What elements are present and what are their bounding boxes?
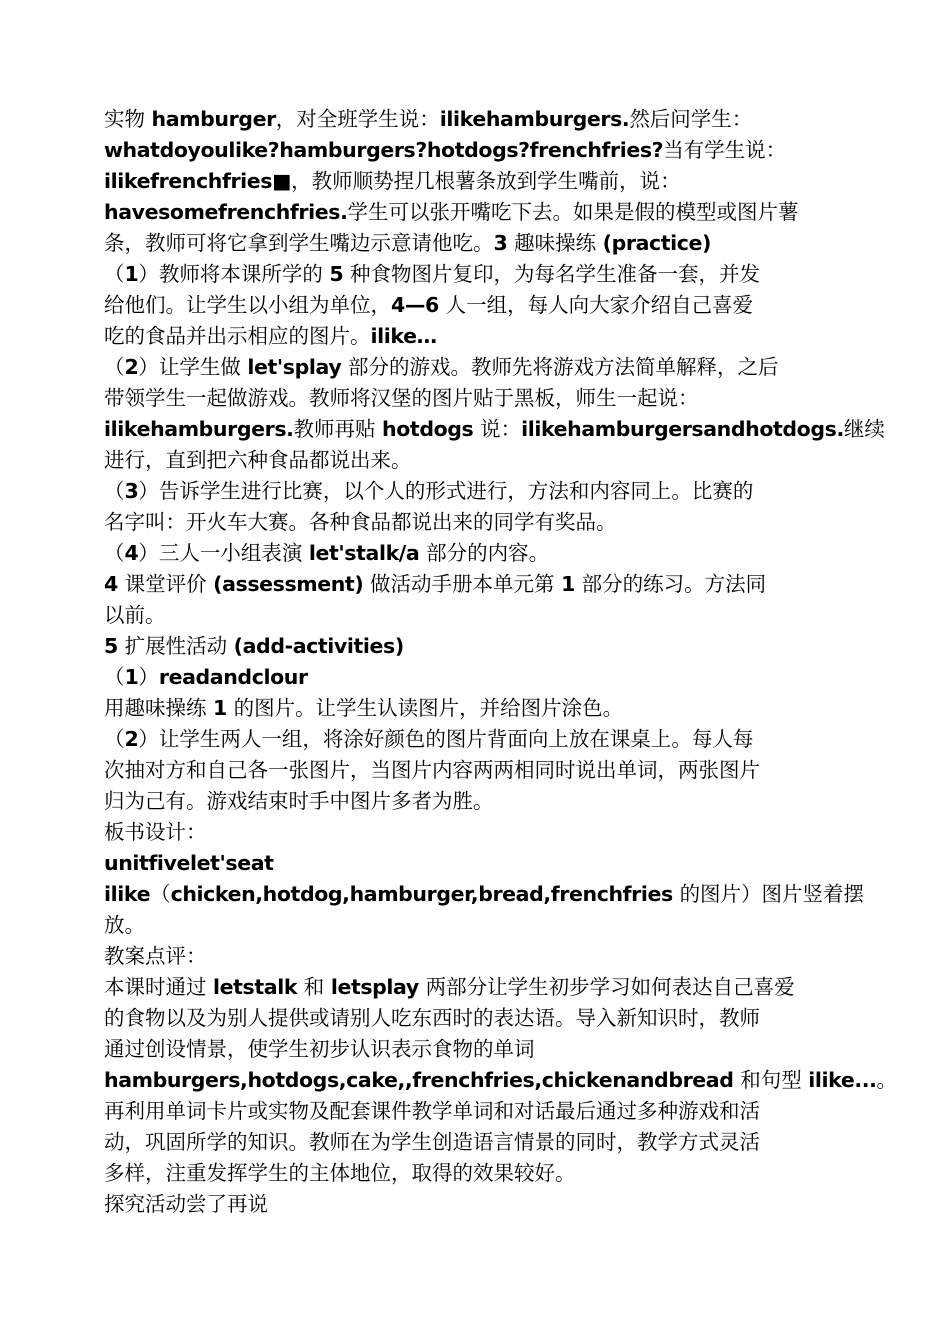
text-run: 板书设计： xyxy=(104,820,207,844)
text-line xyxy=(104,817,854,848)
bold-text-run: 2 xyxy=(124,355,139,379)
text-line xyxy=(104,197,854,228)
text-line xyxy=(104,1034,854,1065)
text-line xyxy=(104,879,865,910)
text-run: 的图片。让学生认读图片，并给图片涂色。 xyxy=(233,696,624,720)
text-run: 部分的游戏。教师先将游戏方法简单解释，之后 xyxy=(348,355,779,379)
bold-text-run: ilike… xyxy=(370,324,437,348)
bold-text-run: hotdogs xyxy=(382,417,481,441)
text-run: 当有学生说： xyxy=(663,138,787,162)
text-run: ）三人一小组表演 xyxy=(138,541,309,565)
text-line xyxy=(104,507,854,538)
text-line xyxy=(104,631,854,662)
text-run: 进行，直到把六种食品都说出来。 xyxy=(104,448,412,472)
text-run: ）让学生两人一组，将涂好颜色的图片背面向上放在课桌上。每人每 xyxy=(138,727,754,751)
text-line xyxy=(104,445,854,476)
bold-text-run: letsplay xyxy=(330,975,426,999)
text-run: 名字叫：开火车大赛。各种食品都说出来的同学有奖品。 xyxy=(104,510,617,534)
text-line xyxy=(104,290,854,321)
text-line xyxy=(104,600,854,631)
text-run: 给他们。让学生以小组为单位， xyxy=(104,293,391,317)
bold-text-run: whatdoyoulike?hamburgers?hotdogs?frenchfries? xyxy=(104,138,664,162)
text-line xyxy=(104,166,854,197)
bold-text-run: 5 xyxy=(329,262,351,286)
text-line xyxy=(104,755,854,786)
bold-text-run: 4—6 xyxy=(391,293,446,317)
bold-text-run: ilike xyxy=(104,882,151,906)
bold-text-run: 1 xyxy=(213,696,234,720)
text-run: 条，教师可将它拿到学生嘴边示意请他吃。 xyxy=(104,231,494,255)
text-run: 用趣味操练 xyxy=(104,696,214,720)
bold-text-run: hamburgers,hotdogs,cake,,frenchfries,chickenandbread xyxy=(104,1068,741,1092)
text-run: 教案点评： xyxy=(104,944,207,968)
text-line xyxy=(104,972,854,1003)
text-run: 人一组，每人向大家介绍自己喜爱 xyxy=(445,293,754,317)
bold-text-run: (practice) xyxy=(602,231,712,255)
text-line xyxy=(104,910,854,941)
text-run: 动，巩固所学的知识。教师在为学生创造语言情景的同时，教学方式灵活 xyxy=(104,1130,760,1154)
bold-text-run: ilikehamburgers. xyxy=(439,107,630,131)
text-line xyxy=(104,228,854,259)
text-run: ，教师顺势捏几根薯条放到学生嘴前，说： xyxy=(291,169,681,193)
text-line xyxy=(104,1127,854,1158)
text-line xyxy=(104,724,854,755)
text-run: ，对全班学生说： xyxy=(275,107,440,131)
bold-text-run: 1 xyxy=(124,665,139,689)
text-line xyxy=(104,538,854,569)
text-run: 以前。 xyxy=(104,603,166,627)
bold-text-run: letstalk xyxy=(213,975,304,999)
text-line xyxy=(104,352,854,383)
text-run: 带领学生一起做游戏。教师将汉堡的图片贴于黑板，师生一起说： xyxy=(104,386,699,410)
text-line xyxy=(104,383,854,414)
bold-text-run: 5 xyxy=(104,634,125,658)
bold-text-run: 4 xyxy=(124,541,139,565)
text-line xyxy=(104,1003,854,1034)
text-run: 趣味操练 xyxy=(514,231,603,255)
bold-text-run: 2 xyxy=(124,727,139,751)
text-run: 教师再贴 xyxy=(293,417,383,441)
text-line xyxy=(104,321,854,352)
bold-text-run: let'splay xyxy=(247,355,349,379)
bold-text-run: 1 xyxy=(124,262,139,286)
document-body xyxy=(104,104,898,1220)
text-line xyxy=(104,1065,898,1096)
text-run: 多样，注重发挥学生的主体地位，取得的效果较好。 xyxy=(104,1161,576,1185)
text-run: 扩展性活动 xyxy=(124,634,234,658)
text-run: ）教师将本课所学的 xyxy=(138,262,330,286)
text-line xyxy=(104,414,885,445)
text-run: 做活动手册本单元第 xyxy=(370,572,562,596)
text-run: 和 xyxy=(303,975,331,999)
text-line xyxy=(104,848,854,879)
bold-text-run: readandclour xyxy=(158,665,308,689)
bold-text-run: chicken,hotdog,hamburger,bread,frenchfries xyxy=(170,882,680,906)
text-line xyxy=(104,569,854,600)
text-run: 和句型 xyxy=(740,1068,809,1092)
bold-text-run: (add-activities) xyxy=(233,634,404,658)
text-run: 说： xyxy=(480,417,522,441)
text-line xyxy=(104,259,854,290)
text-line xyxy=(104,1158,854,1189)
text-run: 部分的练习。方法同 xyxy=(581,572,767,596)
text-run: 的图片）图片竖着摆 xyxy=(679,882,865,906)
text-line xyxy=(104,104,854,135)
text-line xyxy=(104,1189,854,1220)
text-run: 继续 xyxy=(843,417,885,441)
text-line xyxy=(104,1096,854,1127)
text-run: 吃的食品并出示相应的图片。 xyxy=(104,324,371,348)
text-run: 的食物以及为别人提供或请别人吃东西时的表达语。导入新知识时，教师 xyxy=(104,1006,760,1030)
text-run: ） xyxy=(138,665,159,689)
bold-text-run: 3 xyxy=(493,231,515,255)
text-run: 探究活动尝了再说 xyxy=(104,1192,268,1216)
text-run: 再利用单词卡片或实物及配套课件教学单词和对话最后通过多种游戏和活 xyxy=(104,1099,760,1123)
text-run: 归为己有。游戏结束时手中图片多者为胜。 xyxy=(104,789,494,813)
bold-text-run: ilike... xyxy=(808,1068,877,1092)
text-run: ）让学生做 xyxy=(138,355,248,379)
text-run: 学生可以张开嘴吃下去。如果是假的模型或图片薯 xyxy=(347,200,799,224)
text-run: 部分的内容。 xyxy=(426,541,550,565)
text-run: 放。 xyxy=(104,913,145,937)
text-line xyxy=(104,693,854,724)
bold-text-run: let'stalk/a xyxy=(308,541,427,565)
text-run: 次抽对方和自己各一张图片，当图片内容两两相同时说出单词，两张图片 xyxy=(104,758,760,782)
text-run: （ xyxy=(104,665,125,689)
text-run: ）告诉学生进行比赛，以个人的形式进行，方法和内容同上。比赛的 xyxy=(138,479,754,503)
bold-text-run: ilikehamburgersandhotdogs. xyxy=(521,417,844,441)
text-run: 。 xyxy=(876,1068,898,1092)
text-line xyxy=(104,135,854,166)
bold-text-run: (assessment) xyxy=(213,572,371,596)
bold-text-run: ilikefrenchfries■ xyxy=(104,169,292,193)
bold-text-run: 3 xyxy=(124,479,139,503)
text-line xyxy=(104,476,854,507)
text-run: （ xyxy=(150,882,171,906)
text-run: 本课时通过 xyxy=(104,975,214,999)
text-line xyxy=(104,786,854,817)
bold-text-run: ilikehamburgers. xyxy=(104,417,294,441)
text-run: 实物 xyxy=(104,107,152,131)
text-run: （ xyxy=(104,541,125,565)
text-line xyxy=(104,941,854,972)
bold-text-run: 4 xyxy=(104,572,125,596)
text-run: 课堂评价 xyxy=(124,572,214,596)
text-run: （ xyxy=(104,479,125,503)
bold-text-run: 1 xyxy=(561,572,582,596)
text-line xyxy=(104,662,854,693)
text-run: 种食物图片复印，为每名学生准备一套，并发 xyxy=(350,262,761,286)
bold-text-run: havesomefrenchfries. xyxy=(104,200,348,224)
text-run: 然后问学生： xyxy=(629,107,753,131)
text-run: （ xyxy=(104,727,125,751)
bold-text-run: unitfivelet'seat xyxy=(104,851,274,875)
text-run: 两部分让学生初步学习如何表达自己喜爱 xyxy=(425,975,795,999)
text-run: （ xyxy=(104,355,125,379)
text-run: 通过创设情景，使学生初步认识表示食物的单词 xyxy=(104,1037,535,1061)
text-run: （ xyxy=(104,262,125,286)
bold-text-run: hamburger xyxy=(151,107,276,131)
